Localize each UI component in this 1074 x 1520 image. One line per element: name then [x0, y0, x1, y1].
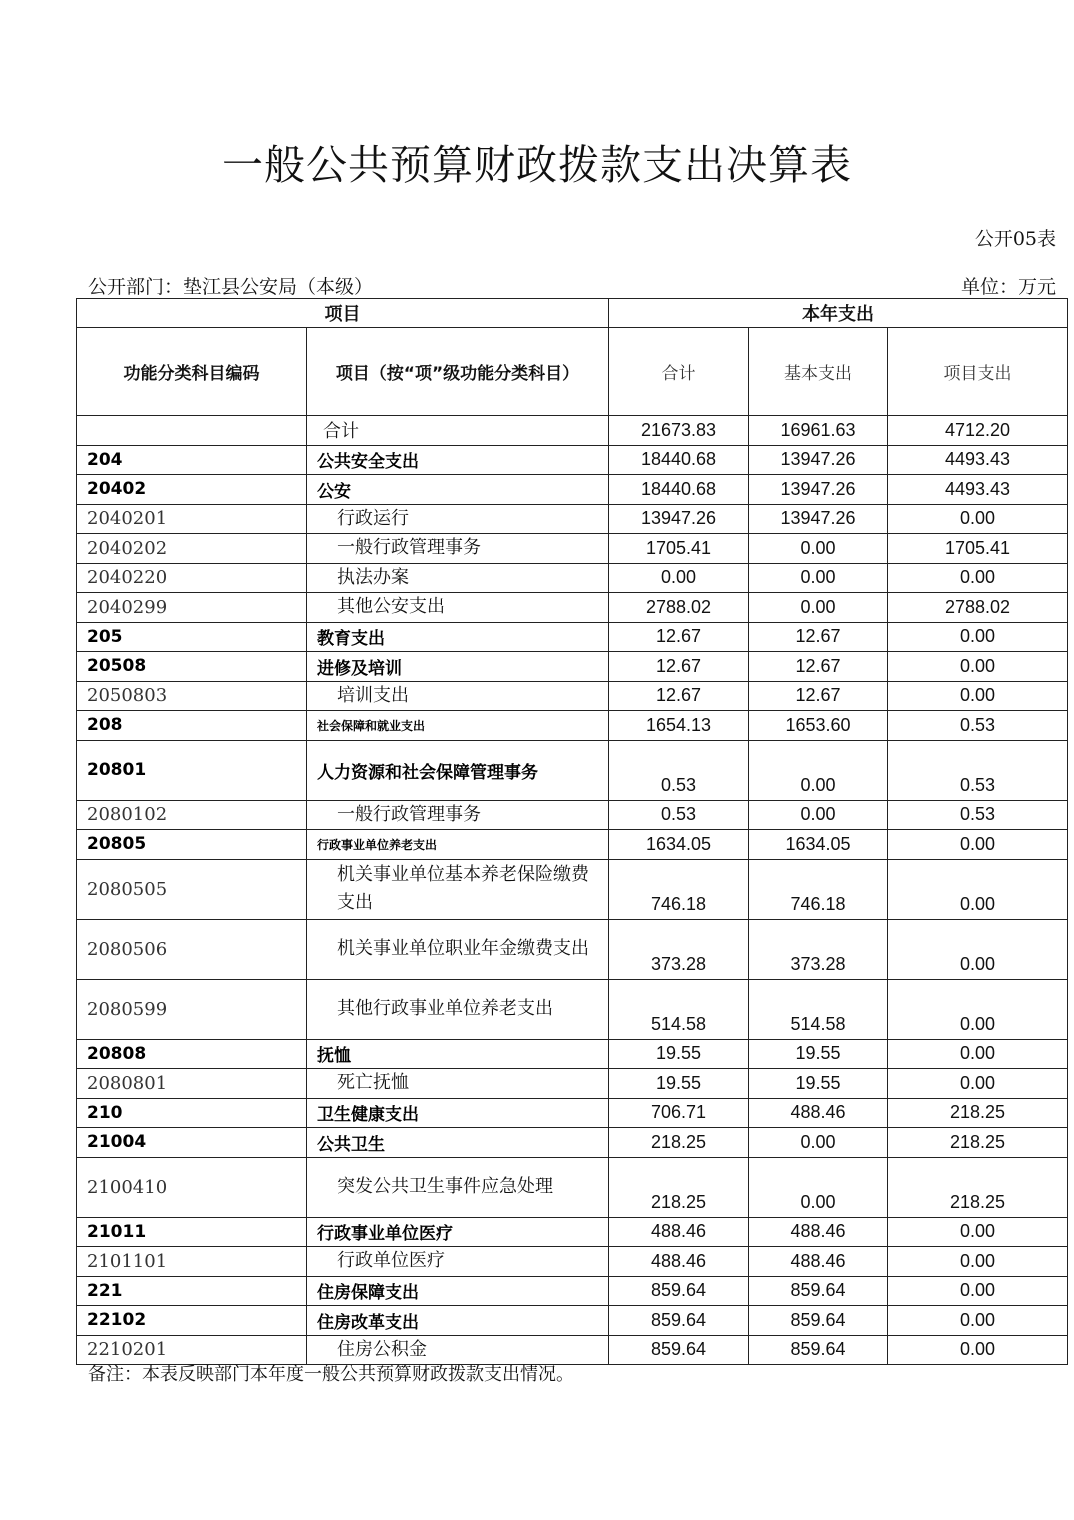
row-project: 4712.20	[888, 416, 1068, 446]
row-total: 373.28	[609, 919, 749, 979]
row-basic: 488.46	[749, 1098, 888, 1128]
row-code: 2040220	[77, 563, 307, 593]
row-total: 12.67	[609, 622, 749, 652]
row-total: 218.25	[609, 1157, 749, 1217]
row-total: 19.55	[609, 1069, 749, 1099]
row-project: 0.53	[888, 711, 1068, 741]
row-code: 2101101	[77, 1247, 307, 1277]
row-code: 208	[77, 711, 307, 741]
row-project: 0.00	[888, 1247, 1068, 1277]
table-row	[77, 652, 1068, 682]
row-total: 0.00	[609, 563, 749, 593]
row-project: 0.00	[888, 1276, 1068, 1306]
row-total: 488.46	[609, 1217, 749, 1247]
row-code: 2080599	[77, 979, 307, 1039]
row-code: 205	[77, 622, 307, 652]
row-basic: 0.00	[749, 1128, 888, 1158]
row-code	[77, 416, 307, 446]
row-basic: 19.55	[749, 1069, 888, 1099]
row-total: 746.18	[609, 859, 749, 919]
row-name: 其他公安支出	[307, 593, 609, 623]
header-project-exp: 项目支出	[888, 328, 1068, 416]
row-name: 合计	[307, 416, 609, 446]
row-name: 卫生健康支出	[307, 1098, 609, 1128]
row-basic: 0.00	[749, 740, 888, 800]
row-basic: 19.55	[749, 1039, 888, 1069]
row-basic: 746.18	[749, 859, 888, 919]
row-total: 12.67	[609, 652, 749, 682]
row-basic: 373.28	[749, 919, 888, 979]
row-total: 1705.41	[609, 534, 749, 564]
row-project: 0.00	[888, 979, 1068, 1039]
row-code: 21004	[77, 1128, 307, 1158]
row-name: 住房改革支出	[307, 1306, 609, 1336]
row-basic: 12.67	[749, 652, 888, 682]
row-name: 一般行政管理事务	[307, 534, 609, 564]
row-basic: 0.00	[749, 800, 888, 830]
table-row	[77, 563, 1068, 593]
row-basic: 16961.63	[749, 416, 888, 446]
row-total: 706.71	[609, 1098, 749, 1128]
row-project: 0.00	[888, 504, 1068, 534]
row-basic: 859.64	[749, 1335, 888, 1365]
row-code: 221	[77, 1276, 307, 1306]
row-name: 人力资源和社会保障管理事务	[307, 740, 609, 800]
row-total: 1654.13	[609, 711, 749, 741]
row-project: 0.00	[888, 1335, 1068, 1365]
row-name: 社会保障和就业支出	[307, 711, 609, 741]
page-title: 一般公共预算财政拨款支出决算表	[222, 141, 852, 189]
row-code: 22102	[77, 1306, 307, 1336]
row-project: 218.25	[888, 1128, 1068, 1158]
table-row	[77, 800, 1068, 830]
row-code: 2100410	[77, 1157, 307, 1217]
row-total: 859.64	[609, 1335, 749, 1365]
row-project: 1705.41	[888, 534, 1068, 564]
table-row	[77, 1306, 1068, 1336]
row-project: 0.53	[888, 740, 1068, 800]
row-name: 行政运行	[307, 504, 609, 534]
row-project: 0.00	[888, 919, 1068, 979]
row-project: 0.00	[888, 1069, 1068, 1099]
unit-label: 单位：万元	[960, 276, 1056, 298]
row-project: 0.00	[888, 652, 1068, 682]
row-code: 2050803	[77, 681, 307, 711]
header-row-2	[77, 328, 1068, 416]
footnote: 备注：本表反映部门本年度一般公共预算财政拨款支出情况。	[88, 1364, 574, 1385]
row-basic: 13947.26	[749, 504, 888, 534]
table-row	[77, 593, 1068, 623]
row-basic: 1634.05	[749, 830, 888, 860]
row-project: 4493.43	[888, 475, 1068, 505]
row-name: 机关事业单位职业年金缴费支出	[307, 919, 609, 979]
row-project: 0.00	[888, 681, 1068, 711]
row-name: 培训支出	[307, 681, 609, 711]
row-code: 204	[77, 445, 307, 475]
row-basic: 514.58	[749, 979, 888, 1039]
row-project: 0.00	[888, 1039, 1068, 1069]
row-code: 20808	[77, 1039, 307, 1069]
row-basic: 0.00	[749, 593, 888, 623]
row-code: 20402	[77, 475, 307, 505]
expenditure-table	[76, 298, 1068, 1365]
row-total: 488.46	[609, 1247, 749, 1277]
row-total: 859.64	[609, 1306, 749, 1336]
table-row	[77, 830, 1068, 860]
row-code: 2080801	[77, 1069, 307, 1099]
row-project: 2788.02	[888, 593, 1068, 623]
row-project: 218.25	[888, 1157, 1068, 1217]
row-project: 218.25	[888, 1098, 1068, 1128]
table-row	[77, 416, 1068, 446]
header-item: 项目（按“项”级功能分类科目）	[307, 328, 609, 416]
row-basic: 12.67	[749, 622, 888, 652]
row-basic: 13947.26	[749, 475, 888, 505]
row-total: 13947.26	[609, 504, 749, 534]
table-row	[77, 1098, 1068, 1128]
department-label: 公开部门：垫江县公安局（本级）	[88, 276, 374, 298]
row-total: 0.53	[609, 800, 749, 830]
row-code: 2040201	[77, 504, 307, 534]
table-row	[77, 740, 1068, 800]
row-code: 2080506	[77, 919, 307, 979]
row-name: 公共卫生	[307, 1128, 609, 1158]
row-code: 2210201	[77, 1335, 307, 1365]
row-project: 0.53	[888, 800, 1068, 830]
header-basic: 基本支出	[749, 328, 888, 416]
row-code: 20508	[77, 652, 307, 682]
row-code: 2080102	[77, 800, 307, 830]
header-total: 合计	[609, 328, 749, 416]
table-row	[77, 622, 1068, 652]
row-code: 2040202	[77, 534, 307, 564]
row-name: 教育支出	[307, 622, 609, 652]
table-row	[77, 711, 1068, 741]
row-name: 住房保障支出	[307, 1276, 609, 1306]
header-code: 功能分类科目编码	[77, 328, 307, 416]
row-name: 死亡抚恤	[307, 1069, 609, 1099]
table-row	[77, 475, 1068, 505]
row-project: 0.00	[888, 1306, 1068, 1336]
table-row	[77, 979, 1068, 1039]
table-row	[77, 681, 1068, 711]
row-name: 公安	[307, 475, 609, 505]
row-basic: 0.00	[749, 563, 888, 593]
table-row	[77, 919, 1068, 979]
row-basic: 0.00	[749, 534, 888, 564]
row-name: 公共安全支出	[307, 445, 609, 475]
table-row	[77, 1039, 1068, 1069]
row-project: 4493.43	[888, 445, 1068, 475]
header-project: 项目	[77, 299, 609, 328]
row-code: 20805	[77, 830, 307, 860]
row-basic: 859.64	[749, 1276, 888, 1306]
row-basic: 488.46	[749, 1217, 888, 1247]
row-total: 0.53	[609, 740, 749, 800]
row-total: 19.55	[609, 1039, 749, 1069]
row-project: 0.00	[888, 563, 1068, 593]
row-basic: 13947.26	[749, 445, 888, 475]
row-name: 执法办案	[307, 563, 609, 593]
row-name: 机关事业单位基本养老保险缴费支出	[307, 859, 609, 919]
row-name: 进修及培训	[307, 652, 609, 682]
form-number: 公开05表	[974, 228, 1056, 250]
row-basic: 488.46	[749, 1247, 888, 1277]
table-row	[77, 534, 1068, 564]
row-basic: 859.64	[749, 1306, 888, 1336]
table-row	[77, 1247, 1068, 1277]
header-current-year: 本年支出	[609, 299, 1068, 328]
row-name: 行政单位医疗	[307, 1247, 609, 1277]
row-name: 突发公共卫生事件应急处理	[307, 1157, 609, 1217]
row-name: 住房公积金	[307, 1335, 609, 1365]
header-row-1	[77, 299, 1068, 328]
row-name: 一般行政管理事务	[307, 800, 609, 830]
row-total: 21673.83	[609, 416, 749, 446]
row-total: 2788.02	[609, 593, 749, 623]
row-name: 行政事业单位养老支出	[307, 830, 609, 860]
table-row	[77, 859, 1068, 919]
row-total: 514.58	[609, 979, 749, 1039]
table-row	[77, 504, 1068, 534]
row-code: 2080505	[77, 859, 307, 919]
row-name: 其他行政事业单位养老支出	[307, 979, 609, 1039]
table-row	[77, 1069, 1068, 1099]
row-total: 859.64	[609, 1276, 749, 1306]
table-row	[77, 1157, 1068, 1217]
row-project: 0.00	[888, 1217, 1068, 1247]
row-total: 12.67	[609, 681, 749, 711]
row-project: 0.00	[888, 859, 1068, 919]
table-row	[77, 1217, 1068, 1247]
table-row	[77, 1128, 1068, 1158]
row-total: 18440.68	[609, 445, 749, 475]
row-basic: 0.00	[749, 1157, 888, 1217]
row-basic: 1653.60	[749, 711, 888, 741]
row-code: 21011	[77, 1217, 307, 1247]
row-name: 抚恤	[307, 1039, 609, 1069]
row-total: 1634.05	[609, 830, 749, 860]
row-name: 行政事业单位医疗	[307, 1217, 609, 1247]
row-project: 0.00	[888, 622, 1068, 652]
row-basic: 12.67	[749, 681, 888, 711]
row-total: 218.25	[609, 1128, 749, 1158]
table-row	[77, 445, 1068, 475]
row-total: 18440.68	[609, 475, 749, 505]
row-project: 0.00	[888, 830, 1068, 860]
row-code: 2040299	[77, 593, 307, 623]
table-row	[77, 1276, 1068, 1306]
row-code: 20801	[77, 740, 307, 800]
row-code: 210	[77, 1098, 307, 1128]
